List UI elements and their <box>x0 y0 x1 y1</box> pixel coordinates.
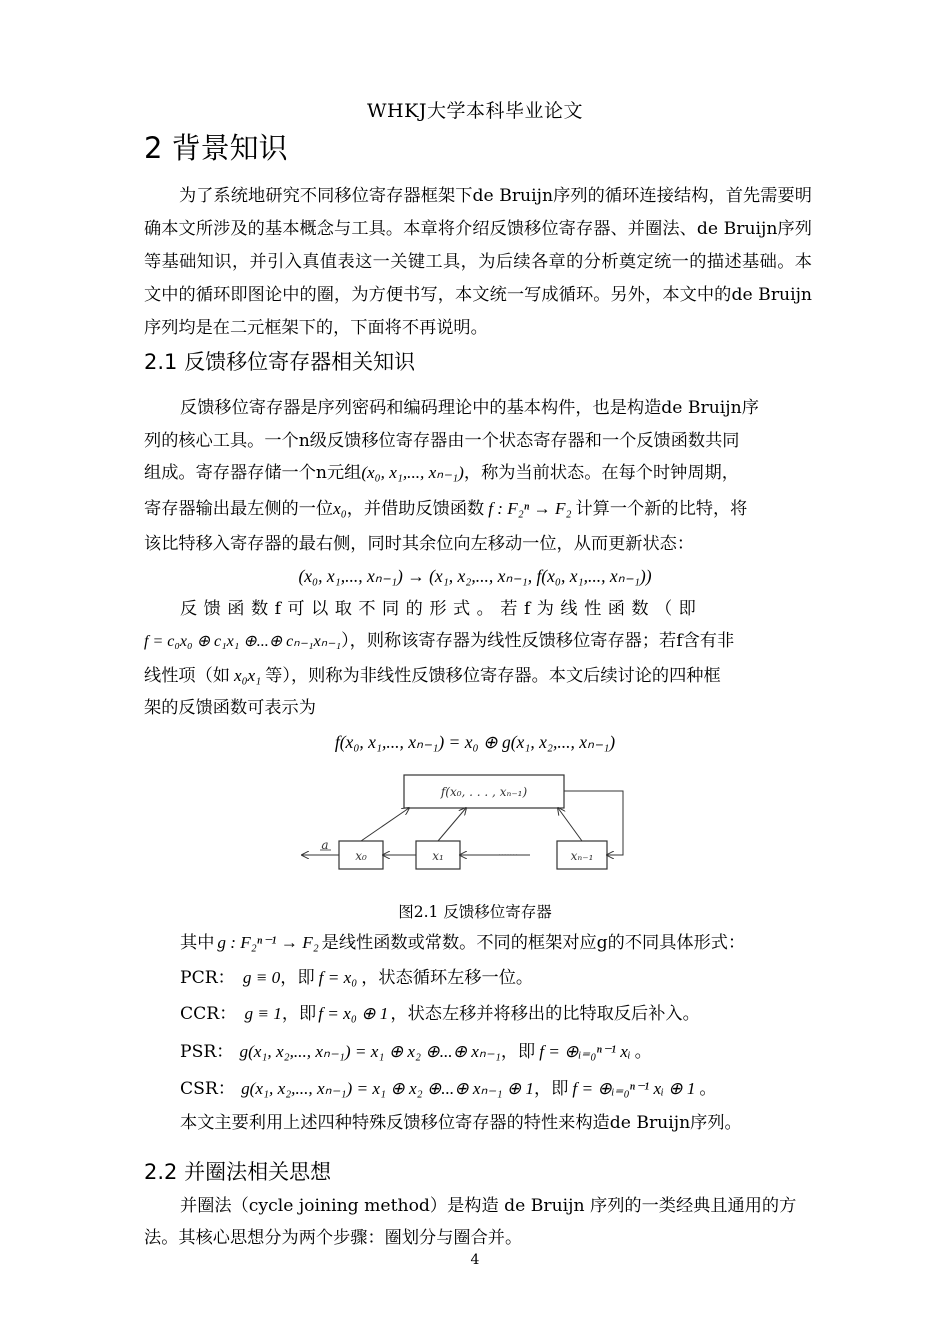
nonlinear-term-math: x₀x₁ <box>233 666 262 685</box>
s21-line-2: 列的核心工具。一个n级反馈移位寄存器由一个状态寄存器和一个反馈函数共同 <box>144 431 740 451</box>
s21-line-9: 架的反馈函数可表示为 <box>144 698 316 718</box>
s21-line-5: 该比特移入寄存器的最右侧，同时其余位向左移动一位，从而更新状态： <box>144 534 695 554</box>
s22-line-2: 法。其核心思想分为两个步骤：圈划分与圈合并。 <box>144 1228 523 1248</box>
s21-line-7 <box>144 625 734 658</box>
ccr-line <box>180 997 700 1031</box>
feedback-function-label: f(x₀, . . . , xₙ₋₁) <box>440 785 528 799</box>
ccr-f-math: f = x₀ ⊕ 1 <box>318 1004 389 1023</box>
output-label: a <box>321 838 329 852</box>
s21-line-3-text-a: 组成。寄存器存储一个n元组 <box>144 463 362 483</box>
s21-line-3-text-b: ，称为当前状态。在每个时钟周期， <box>463 463 739 483</box>
tap-arrow-x0 <box>361 808 409 841</box>
ccr-g-math: g ≡ 1 <box>244 1004 282 1023</box>
s21-line-8 <box>144 659 721 693</box>
s21-line-8-text-b: 等），则称为非线性反馈移位寄存器。本文后续讨论的四种框 <box>265 666 721 686</box>
psr-text-2: 。 <box>634 1042 652 1062</box>
s21-line-4-text-b: ，并借助反馈函数 <box>346 499 485 519</box>
after-fig-text-a: 其中 <box>180 933 215 953</box>
psr-label: PSR： <box>180 1042 234 1062</box>
ccr-label: CCR： <box>180 1004 237 1024</box>
summary-line: 本文主要利用上述四种特殊反馈移位寄存器的特性来构造de Bruijn序列。 <box>180 1113 742 1133</box>
psr-g-math: g(x₁, x₂,..., xₙ₋₁) = x₁ ⊕ x₂ ⊕...⊕ xₙ₋₁ <box>239 1042 501 1061</box>
state-tuple-math: (x₀, x₁,..., xₙ₋₁) <box>361 463 464 482</box>
page-number: 4 <box>470 1252 480 1268</box>
intro-paragraph: 为了系统地研究不同移位寄存器框架下de Bruijn序列的循环连接结构，首先需要明确本文所涉及的基本概念与工具。本章将介绍反馈移位寄存器、并圈法、de Bruijn序列等基础知识，并引入真值表这一关键工具，为后续各章的分析奠定统一的描述基础。本文中的循环即图论中的圈，为方便书写，本文统一写成循环。另外，本文中的de Bruijn序列均是在二元框架下的，下面将不再说明。 <box>144 186 812 338</box>
pcr-f-math: f = x₀ <box>318 968 358 987</box>
ccr-text-2: ，状态左移并将移出的比特取反后补入。 <box>390 1004 700 1024</box>
pcr-line <box>180 961 533 995</box>
csr-g-math: g(x₁, x₂,..., xₙ₋₁) = x₁ ⊕ x₂ ⊕...⊕ xₙ₋₁ ⊕ 1 <box>241 1079 535 1098</box>
s21-line-6: 反 馈 函 数 f 可 以 取 不 同 的 形 式 。 若 f 为 线 性 函 数 （ 即 <box>180 599 697 619</box>
ccr-text-1: ，即 <box>281 1004 317 1024</box>
feedback-general-equation: f(x₀, x₁,..., xₙ₋₁) = x₀ ⊕ g(x₁, x₂,..., xₙ₋₁) <box>334 732 616 752</box>
register-x1-label: x₁ <box>432 849 444 863</box>
s21-line-4-text-a: 寄存器输出最左侧的一位 <box>144 499 334 519</box>
s21-line-4-text-c: 计算一个新的比特，将 <box>575 499 748 519</box>
s21-line-3 <box>144 456 739 490</box>
pcr-label: PCR： <box>180 968 235 988</box>
chapter-title: 2 背景知识 <box>144 131 288 165</box>
register-xn-label: xₙ₋₁ <box>570 849 594 863</box>
pcr-text-1: ，即 <box>280 968 315 988</box>
psr-line <box>180 1035 652 1069</box>
g-map-math: g : F₂ⁿ⁻¹ → F₂ <box>217 933 319 952</box>
s21-line-8-text-a: 线性项（如 <box>144 666 230 686</box>
state-update-equation: (x₀, x₁,..., xₙ₋₁) → (x₁, x₂,..., xₙ₋₁, f(x₀, x₁,..., xₙ₋₁)) <box>298 566 652 586</box>
csr-text-1: ，即 <box>534 1079 569 1099</box>
section-2-1-title: 2.1 反馈移位寄存器相关知识 <box>144 350 416 374</box>
fsr-diagram <box>290 770 650 870</box>
after-fig-text-b: 是线性函数或常数。不同的框架对应g的不同具体形式： <box>321 933 746 953</box>
page-header: WHKJ大学本科毕业论文 <box>367 100 583 122</box>
x0-math: x₀ <box>333 499 347 518</box>
csr-label: CSR： <box>180 1079 236 1099</box>
csr-line <box>180 1072 717 1106</box>
s21-line-1: 反馈移位寄存器是序列密码和编码理论中的基本构件，也是构造de Bruijn序 <box>180 398 759 418</box>
csr-f-math: f = ⊕ᵢ₌₀ⁿ⁻¹ xᵢ ⊕ 1 <box>572 1079 696 1098</box>
psr-text-1: ，即 <box>500 1042 536 1062</box>
s21-line-4 <box>144 492 747 526</box>
after-fig-line-1 <box>180 926 745 960</box>
csr-text-2: 。 <box>699 1079 717 1099</box>
tap-arrow-xn <box>558 808 582 841</box>
pcr-g-math: g ≡ 0 <box>242 968 281 987</box>
psr-f-math: f = ⊕ᵢ₌₀ⁿ⁻¹ xᵢ <box>539 1042 631 1061</box>
s22-line-1: 并圈法（cycle joining method）是构造 de Bruijn 序列的一类经典且通用的方 <box>180 1196 797 1216</box>
register-x0-label: x₀ <box>355 849 367 863</box>
tap-arrow-x1 <box>438 808 466 841</box>
section-2-2-title: 2.2 并圈法相关思想 <box>144 1160 332 1184</box>
figure-caption: 图2.1 反馈移位寄存器 <box>398 903 552 921</box>
linear-function-math: f = c₀x₀ ⊕ c₁x₁ ⊕...⊕ cₙ₋₁xₙ₋₁ <box>144 633 342 650</box>
pcr-text-2: ，状态循环左移一位。 <box>361 968 534 988</box>
s21-line-7-text: ），则称该寄存器为线性反馈移位寄存器；若f含有非 <box>341 631 735 651</box>
feedback-function-math: f : F₂ⁿ → F₂ <box>488 499 572 518</box>
register-dots: ······· <box>497 851 519 861</box>
